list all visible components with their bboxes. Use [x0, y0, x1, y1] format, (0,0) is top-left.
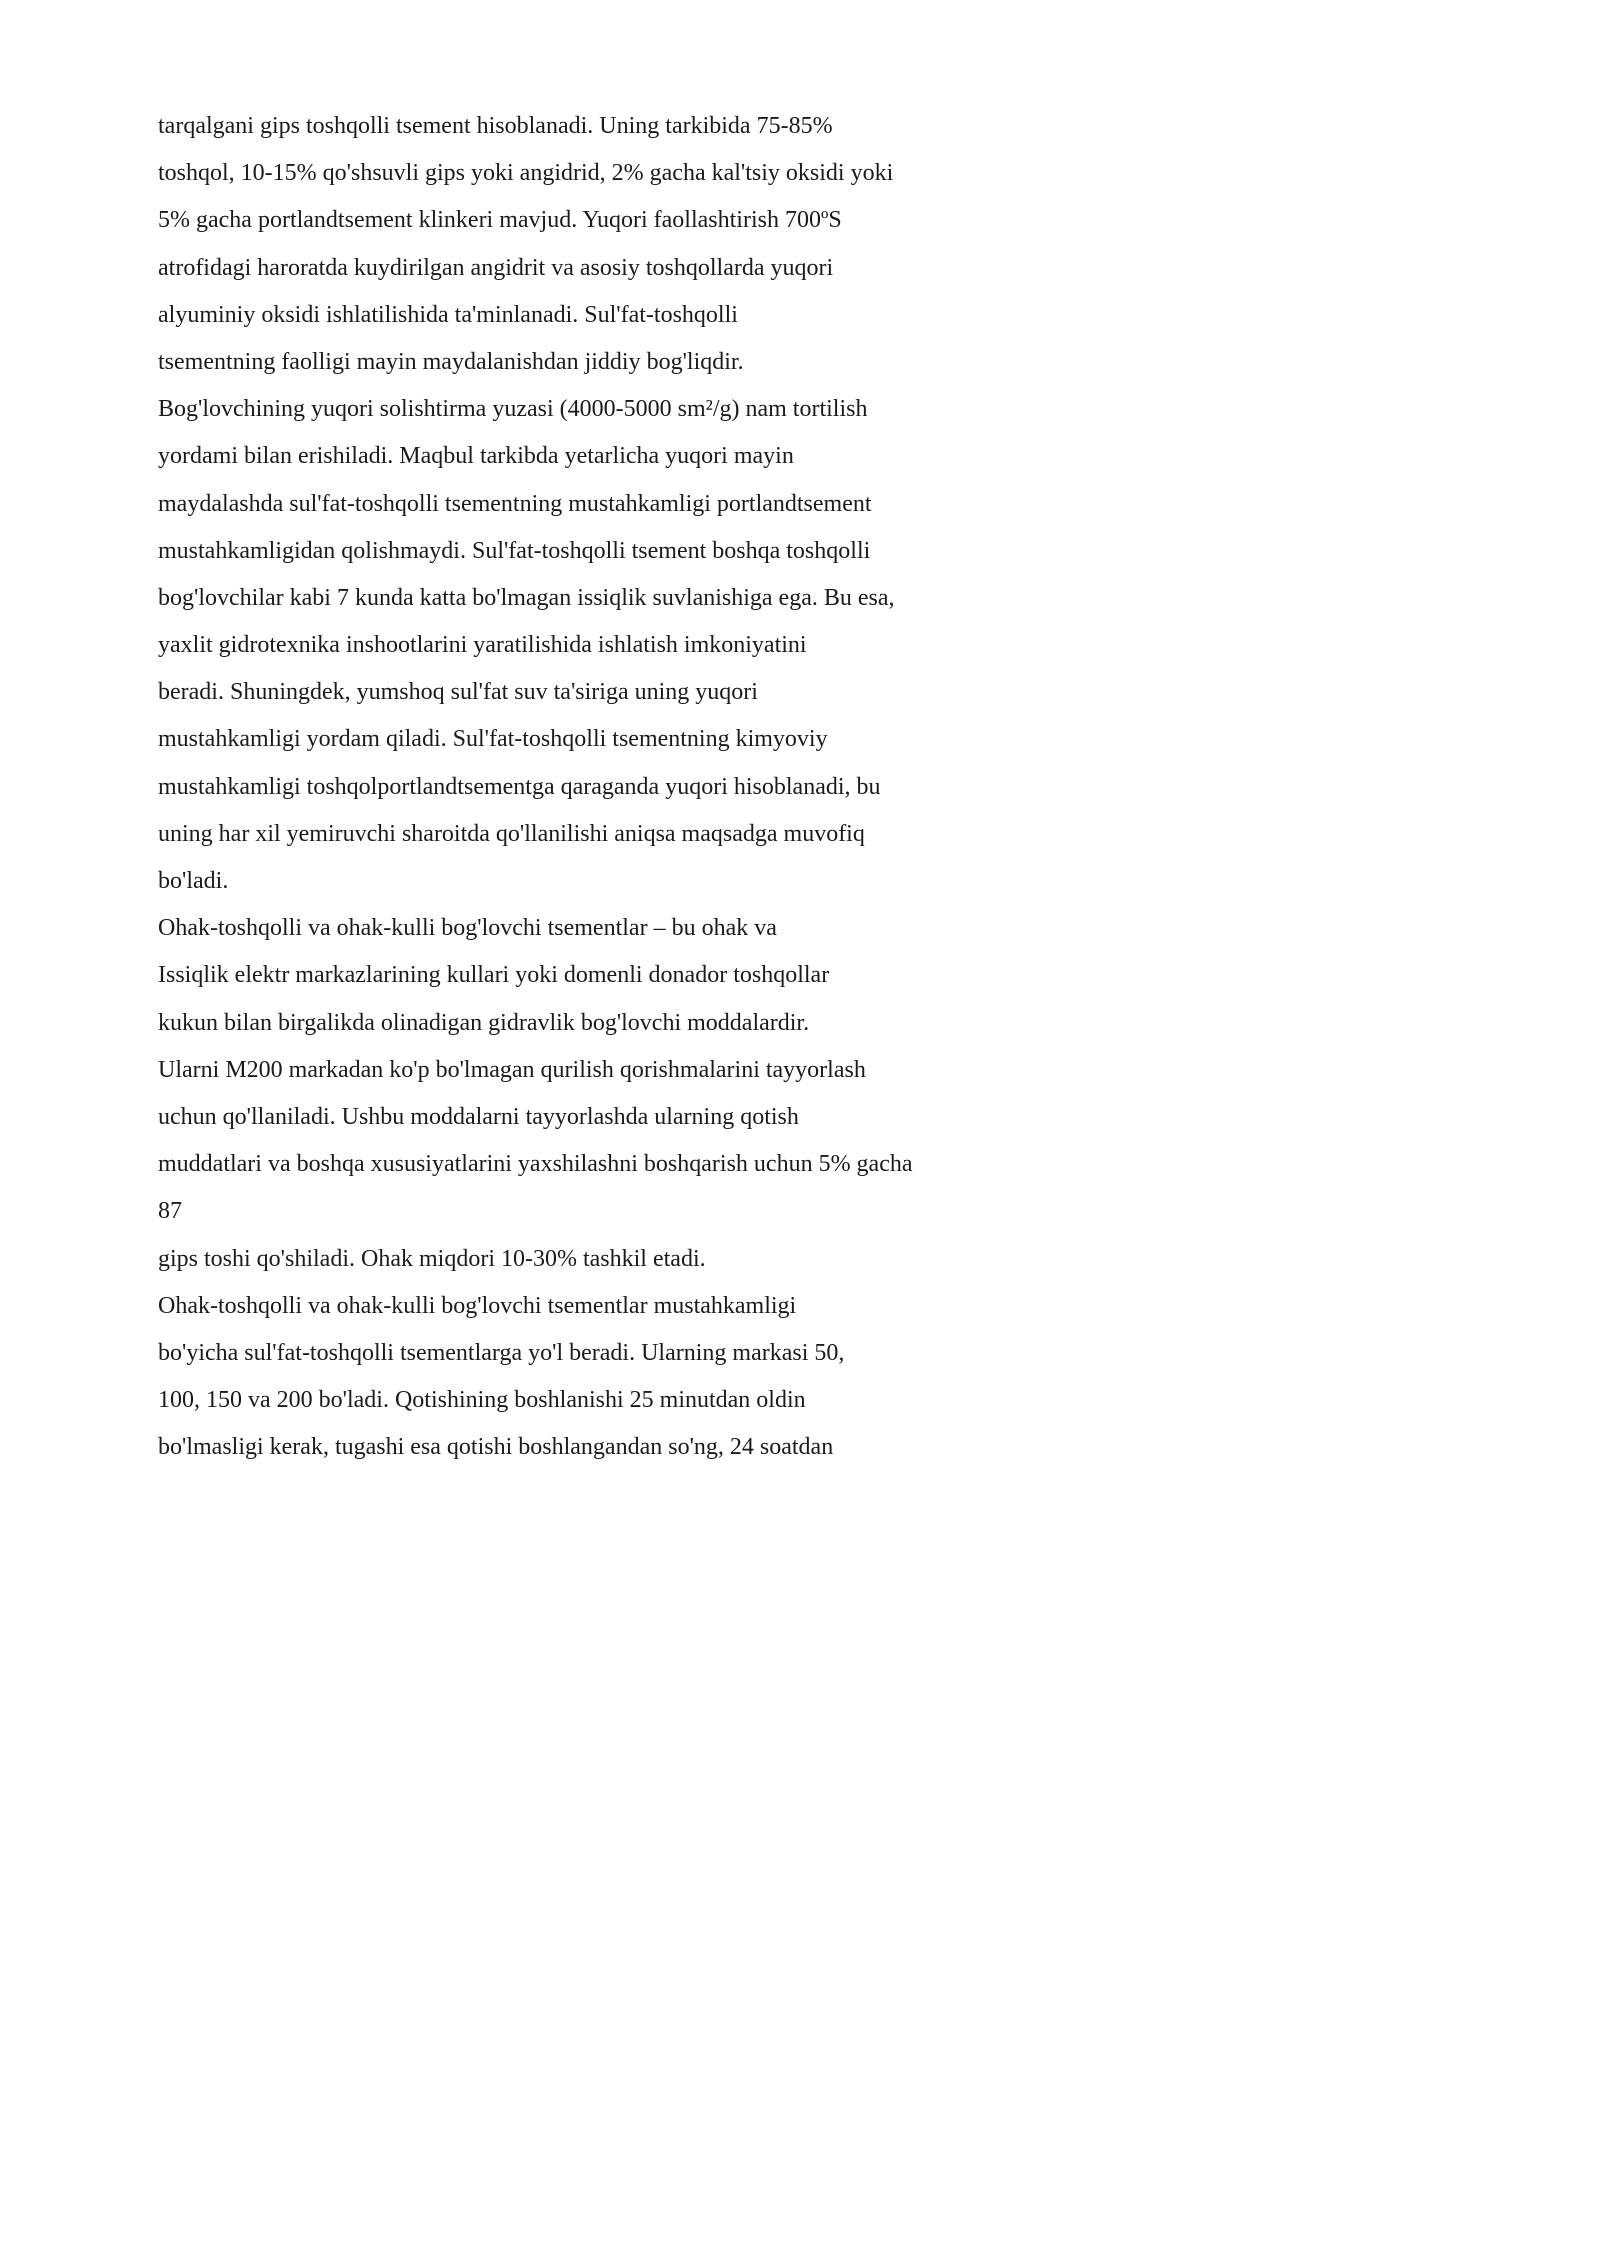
text-line: Bog'lovchining yuqori solishtirma yuzasi (4000-5000 sm²/g) nam tortilish: [158, 396, 868, 423]
text-line: kukun bilan birgalikda olinadigan gidravlik bog'lovchi moddalardir.: [158, 1009, 810, 1036]
text-line: mustahkamligi toshqolportlandtsementga qaraganda yuqori hisoblanadi, bu: [158, 773, 881, 800]
text-line: Ularni M200 markadan ko'p bo'lmagan qurilish qorishmalarini tayyorlash: [158, 1056, 866, 1083]
text-line: bog'lovchilar kabi 7 kunda katta bo'lmagan issiqlik suvlanishiga ega. Bu esa,: [158, 584, 895, 611]
text-line: muddatlari va boshqa xususiyatlarini yaxshilashni boshqarish uchun 5% gacha: [158, 1151, 913, 1178]
text-line: tarqalgani gips toshqolli tsement hisoblanadi. Uning tarkibida 75-85%: [158, 113, 833, 139]
text-line: tsementning faolligi mayin maydalanishdan jiddiy bog'liqdir.: [158, 348, 744, 375]
text-line: uning har xil yemiruvchi sharoitda qo'llanilishi aniqsa maqsadga muvofiq: [158, 820, 865, 847]
text-line: gips toshi qo'shiladi. Ohak miqdori 10-30% tashkil etadi.: [158, 1245, 706, 1272]
body-text: [158, 103, 1038, 1471]
text-line: mustahkamligidan qolishmaydi. Sul'fat-toshqolli tsement boshqa toshqolli: [158, 537, 871, 564]
document-page: [0, 0, 1100, 1555]
text-line: 5% gacha portlandtsement klinkeri mavjud. Yuqori faollashtirish 700ºS: [158, 207, 842, 234]
text-line: yaxlit gidrotexnika inshootlarini yaratilishida ishlatish imkoniyatini: [158, 632, 807, 659]
text-line: bo'yicha sul'fat-toshqolli tsementlarga yo'l beradi. Ularning markasi 50,: [158, 1339, 845, 1366]
text-line: Issiqlik elektr markazlarining kullari yoki domenli donador toshqollar: [158, 962, 830, 989]
text-line: alyuminiy oksidi ishlatilishida ta'minlanadi. Sul'fat-toshqolli: [158, 301, 738, 328]
page-number: 87: [158, 1198, 182, 1225]
text-line: Ohak-toshqolli va ohak-kulli bog'lovchi tsementlar mustahkamligi: [158, 1292, 797, 1319]
text-line: maydalashda sul'fat-toshqolli tsementning mustahkamligi portlandtsement: [158, 490, 872, 517]
text-line: uchun qo'llaniladi. Ushbu moddalarni tayyorlashda ularning qotish: [158, 1103, 799, 1130]
text-line: Ohak-toshqolli va ohak-kulli bog'lovchi tsementlar – bu ohak va: [158, 915, 777, 942]
text-line: bo'lmasligi kerak, tugashi esa qotishi boshlangandan so'ng, 24 soatdan: [158, 1434, 834, 1461]
text-line: yordami bilan erishiladi. Maqbul tarkibda yetarlicha yuqori mayin: [158, 443, 794, 470]
text-line: atrofidagi haroratda kuydirilgan angidrit va asosiy toshqollarda yuqori: [158, 254, 834, 281]
text-line: mustahkamligi yordam qiladi. Sul'fat-toshqolli tsementning kimyoviy: [158, 726, 828, 753]
text-line: toshqol, 10-15% qo'shsuvli gips yoki angidrid, 2% gacha kal'tsiy oksidi yoki: [158, 160, 894, 187]
text-line: beradi. Shuningdek, yumshoq sul'fat suv ta'siriga uning yuqori: [158, 679, 758, 706]
text-line: 100, 150 va 200 bo'ladi. Qotishining boshlanishi 25 minutdan oldin: [158, 1387, 806, 1414]
text-line: bo'ladi.: [158, 868, 229, 894]
